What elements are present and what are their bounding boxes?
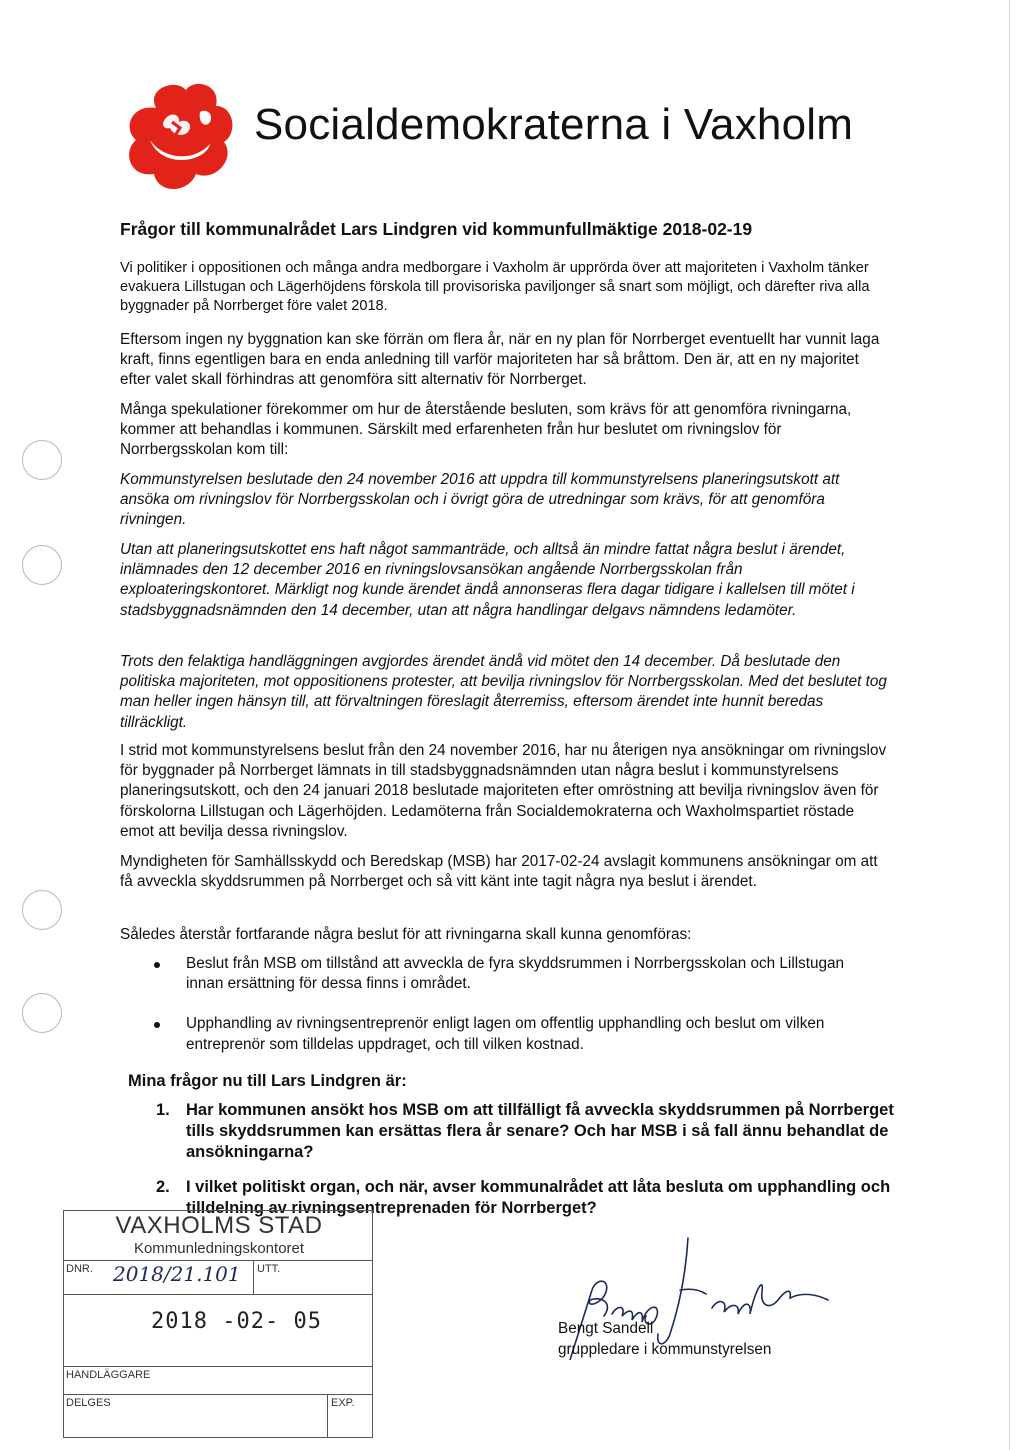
question-item: 1. Har kommunen ansökt hos MSB om att tillfälligt få avveckla skyddsrummen på Norrberget tills skyddsrummen kan ersättas flera år senare? Och har MSB i så fall ännu behandlat de ansökningarna?	[156, 1101, 894, 1161]
paragraph-3	[120, 400, 890, 461]
paragraph-text: Myndigheten för Samhällsskydd och Beredskap (MSB) har 2017-02-24 avslagit kommunens ansökningar om att få avveckla skyddsrummen på Norrberget och så vitt känt inte tagit några nya beslut i ärendet.	[120, 853, 878, 891]
bullet-icon	[154, 962, 160, 968]
signatory-role: gruppledare i kommunstyrelsen	[558, 1341, 772, 1358]
paragraph-text: Eftersom ingen ny byggnation kan ske förrän om flera år, när en ny plan för Norrberget eventuellt har vunnit laga kraft, finns egentligen bara en enda anledning till varför majoriteten har så bråttom. Den är, att en ny majoritet efter valet skall förhindras att genomföra sitt alternativ för Norrberget.	[120, 331, 880, 389]
punch-hole	[22, 440, 62, 480]
delges-label: DELGES	[66, 1397, 111, 1409]
page-edge	[1009, 0, 1010, 1450]
paragraph-2	[120, 330, 890, 391]
stamp-title: VAXHOLMS STAD	[115, 1212, 323, 1239]
paragraph-intro	[120, 259, 890, 316]
document-heading: Frågor till kommunalrådet Lars Lindgren vid kommunfullmäktige 2018-02-19	[120, 219, 753, 239]
list-item: Beslut från MSB om tillstånd att avveckla de fyra skyddsrummen i Norrbergsskolan och Lillstugan innan ersättning för dessa finns i området.	[150, 954, 880, 994]
dnr-label: DNR.	[66, 1263, 93, 1275]
organization-title: Socialdemokraterna i Vaxholm	[254, 100, 854, 149]
paragraph-text: Utan att planeringsutskottet ens haft något sammanträde, och alltså än mindre fattat några beslut i ärendet, inlämnades den 12 december 2016 en rivningslovsansökan angående Norrbergsskolan från exploateringskontoret. Märkligt nog kunde ärendet ändå annonseras flera dagar tidigare i kallelsen till mötet i stadsbyggnadsnämnden den 14 december, utan att några handlingar delgavs nämndens ledamöter.	[120, 541, 855, 619]
list-item: Upphandling av rivningsentreprenör enligt lagen om offentlig upphandling och beslut om vilken entreprenör som tilldelas uppdraget, och till vilken kostnad.	[150, 1014, 880, 1054]
utt-label: UTT.	[257, 1263, 281, 1275]
handlaggare-label: HANDLÄGGARE	[66, 1369, 151, 1381]
signatory-name: Bengt Sandell	[558, 1320, 654, 1337]
punch-hole	[22, 890, 62, 930]
registry-stamp	[63, 1208, 375, 1440]
quote-3	[120, 652, 890, 733]
dnr-handwritten: 2018/21.101	[113, 1262, 241, 1286]
rose-logo-icon	[116, 78, 246, 198]
paragraph-7	[120, 741, 890, 842]
paragraph-text: Således återstår fortfarande några beslut för att rivningarna skall kunna genomföras:	[120, 926, 692, 943]
paragraph-text: Många spekulationer förekommer om hur de återstående besluten, som krävs för att genomföra rivningarna, kommer att behandlas i kommunen. Särskilt med erfarenheten från hur beslutet om rivningslov för Norrbergsskolan kom till:	[120, 401, 852, 459]
bullet-icon	[154, 1022, 160, 1028]
paragraph-text: I strid mot kommunstyrelsens beslut från den 24 november 2016, har nu återigen nya ansökningar om rivningslov för byggnader på Norrberget lämnats in till stadsbyggnadsnämnden utan några beslut i kommunstyrelsens planeringsutskott, och den 24 januari 2018 beslutade majoriteten efter omröstning att bevilja rivningslov även för förskolorna Lillstugan och Lägerhöjden. Ledamöterna från Socialdemokraterna och Waxholmspartiet röstade emot att bevilja dessa rivningslov.	[120, 742, 887, 840]
question-item: 2. I vilket politiskt organ, och när, avser kommunalrådet att låta besluta om upphandling och tilldelning av rivningsentreprenaden för Norrberget?	[156, 1178, 891, 1217]
paragraph-8	[120, 852, 890, 892]
punch-hole	[22, 993, 62, 1033]
stamp-subtitle: Kommunledningskontoret	[133, 1240, 305, 1257]
exp-label: EXP.	[331, 1397, 355, 1409]
quote-2	[120, 540, 890, 621]
received-date-stamp: 2018 -02- 05	[151, 1309, 322, 1334]
questions-heading: Mina frågor nu till Lars Lindgren är:	[128, 1072, 407, 1090]
quote-1	[120, 470, 890, 531]
paragraph-9	[120, 925, 890, 945]
requirements-list	[150, 954, 880, 1075]
paragraph-text: Trots den felaktiga handläggningen avgjordes ärendet ändå vid mötet den 14 december. Då beslutade den politiska majoriteten, mot oppositionens protester, att bevilja rivningslov för Norrbergsskolan. Med det beslutet tog man heller ingen hänsyn till, att förvaltningen föreslagit återremiss, eftersom ärendet inte hunnit beredas tillräckligt.	[120, 653, 887, 731]
paragraph-text: Kommunstyrelsen beslutade den 24 november 2016 att uppdra till kommunstyrelsens planeringsutskott att ansöka om rivningslov för Norrbergsskolan och i övrigt göra de utredningar som krävs, för att genomföra rivningen.	[120, 471, 840, 529]
paragraph-text: Vi politiker i oppositionen och många andra medborgare i Vaxholm är upprörda över att majoriteten i Vaxholm tänker evakuera Lillstugan och Lägerhöjdens förskola till provisoriska paviljonger så snart som möjligt, och därefter riva alla byggnader på Norrberget före valet 2018.	[120, 260, 870, 314]
punch-hole	[22, 545, 62, 585]
